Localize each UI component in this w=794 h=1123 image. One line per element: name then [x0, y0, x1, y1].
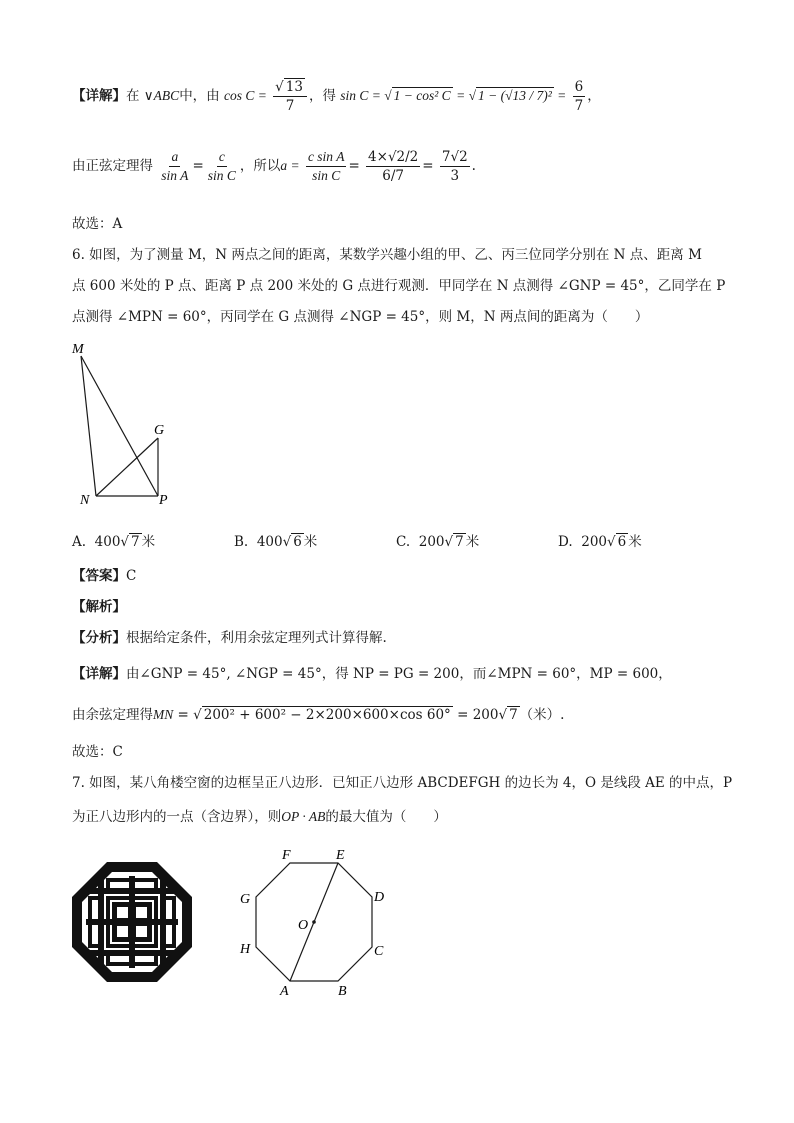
answer-tag: 【答案】: [72, 568, 126, 584]
q5-detail-line: 【详解】在 ∨ABC中，由 cos C = $\frac{√ 13}{7}$ ，得 sin C = √ 1 − cos² C = √ 1 − (√13 / 7)² = $\frac{6}{7}$ ，: [72, 79, 601, 114]
label-b: B: [338, 984, 347, 999]
q6-stem-1: 6. 如图，为了测量 M，N 两点之间的距离，某数学兴趣小组的甲、乙、丙三位同学分别在 N 点、距离 M: [72, 247, 702, 263]
q6-answer-line: 【答案】C: [72, 568, 137, 584]
label-f: F: [282, 848, 291, 863]
label-o: O: [298, 918, 309, 933]
option-c[interactable]: C. 200√ 7 米: [396, 534, 480, 550]
label-d: D: [374, 890, 385, 905]
label-m: M: [72, 342, 84, 357]
q6-detail-line: 【详解】由∠GNP = 45°, ∠NGP = 45°，得 NP = PG = 200，而∠MPN = 60°，MP = 600，: [72, 666, 672, 682]
detail-tag: 【详解】: [72, 88, 126, 104]
label-n: N: [80, 493, 90, 508]
option-a[interactable]: A. 400√ 7 米: [72, 534, 156, 550]
octagon-window-lattice: [72, 862, 192, 982]
q5-sine-law-line: 由正弦定理得 $\frac{a}{\text{sin A}}$ = $\frac{c}{\text{sin C}}$ ，所以a = $\frac{\text{c sin A}}{\text{sin C}}$ = $\frac{4\times√2/2}{6/7}$ = $\frac{7√2}{3}$ .: [72, 149, 476, 184]
q6-fenxi-line: 【分析】根据给定条件，利用余弦定理列式计算得解.: [72, 630, 387, 646]
label-e: E: [336, 848, 345, 863]
q6-triangle-figure: [66, 338, 206, 513]
q6-answer: 故选：C: [72, 744, 123, 760]
label-a: A: [280, 984, 289, 999]
label-h: H: [240, 942, 251, 957]
label-p: P: [159, 493, 168, 508]
q7-stem-2: 为正八边形内的一点（含边界），则OP · AB的最大值为（ ）: [72, 809, 447, 825]
q6-analysis-tag: 【解析】: [72, 599, 126, 615]
octagon-abcdefgh-figure: [230, 845, 390, 1005]
option-d[interactable]: D. 200√ 6 米: [558, 534, 642, 550]
option-b[interactable]: B. 400√ 6 米: [234, 534, 318, 550]
q7-stem-1: 7. 如图，某八角楼空窗的边框呈正八边形．已知正八边形 ABCDEFGH 的边长为 4，O 是线段 AE 的中点，P: [72, 775, 733, 791]
q6-stem-3: 点测得 ∠MPN = 60°，丙同学在 G 点测得 ∠NGP = 45°，则 M，N 两点间的距离为（ ）: [72, 309, 649, 325]
q6-cosine-law-line: 由余弦定理得MN = √ 200² + 600² − 2×200×600×cos 60° = 200√ 7 （米）.: [72, 707, 565, 723]
label-g: G: [240, 892, 251, 907]
label-c: C: [374, 944, 384, 959]
q5-answer: 故选：A: [72, 216, 123, 232]
q6-stem-2: 点 600 米处的 P 点、距离 P 点 200 米处的 G 点进行观测．甲同学在 N 点测得 ∠GNP = 45°，乙同学在 P: [72, 278, 726, 294]
label-g: G: [154, 423, 165, 438]
